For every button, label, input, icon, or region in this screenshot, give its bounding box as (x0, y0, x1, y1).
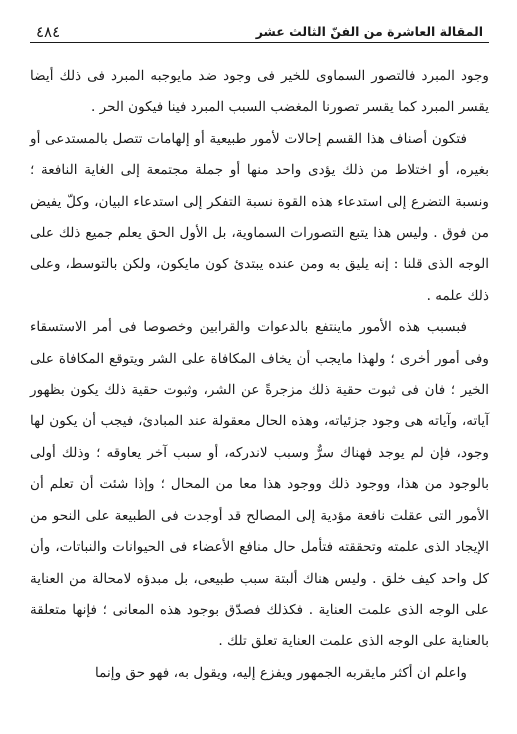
page-header (30, 18, 489, 43)
paragraph-2: فتكون أصناف هذا القسم إحالات لأمور طبيعية أو إلهامات تتصل بالمستدعى أو بغيره، أو اختلاط من ذلك يؤدى واحد منها أو جملة مجتمعة إلى الغاية النافعة ؛ ونسبة التضرع إلى استدعاء هذه القوة نسبة التفكر إلى استدعاء البيان، وكلّ يفيض من فوق . وليس هذا يتبع التصورات السماوية، بل الأول الحق يعلم جميع ذلك على الوجه الذى قلنا : إنه يليق به ومن عنده يبتدئ كون مايكون، ولكن بالتوسط، وعلى ذلك علمه . (30, 130, 489, 304)
page-number: ٤٨٤ (36, 23, 61, 41)
paragraph-4: واعلم ان أكثر مايقربه الجمهور ويفزع إليه، ويقول به، فهو حق وإنما (95, 664, 467, 681)
running-title: المقالة العاشرة من الفنّ الثالث عشر (255, 24, 483, 39)
body-text (30, 61, 489, 689)
paragraph-1: وجود المبرد فالتصور السماوى للخير فى وجود ضد مايوجبه المبرد فى ذلك أيضا يقسر المبرد كما يقسر تصورنا المغضب السبب المبرد فينا فيكون الحر . (30, 68, 489, 116)
paragraph-3: فبسبب هذه الأمور ماينتفع بالدعوات والقرابين وخصوصا فى أمر الاستسقاء وفى أمور أخرى ؛ ولهذا مايجب أن يخاف المكافاة على الشر ويتوقع المكافاة على الخير ؛ فان فى ثبوت حقية ذلك مزجرةً عن الشر، وثبوت حقية ذلك يكون بظهور آياته، وآياته هى وجود جزئياته، وهذه الحال معقولة عند المبادئ، فيجب أن يكون لها وجود، فإن لم يوجد فهناك سرٌّ وسبب لاندركه، أو سبب آخر يعاوقه ؛ وذلك أولى بالوجود من هذا، ووجود ذلك ووجود هذا معا من المحال ؛ وإذا شئت أن تعلم أن الأمور التى عقلت نافعة مؤدية إلى المصالح قد أوجدت فى الطبيعة على النحو من الإيجاد الذى علمته وتحققته فتأمل حال منافع الأعضاء فى الحيوانات والنباتات، وأن كل واحد كيف خلق . وليس هناك ألبتة سبب طبيعى، بل مبدؤه لامحالة من العناية على الوجه الذى علمت العناية . فكذلك فصدّق بوجود هذه المعانى ؛ فإنها متعلقة بالعناية على الوجه الذى علمت العناية تعلق تلك . (30, 319, 489, 650)
